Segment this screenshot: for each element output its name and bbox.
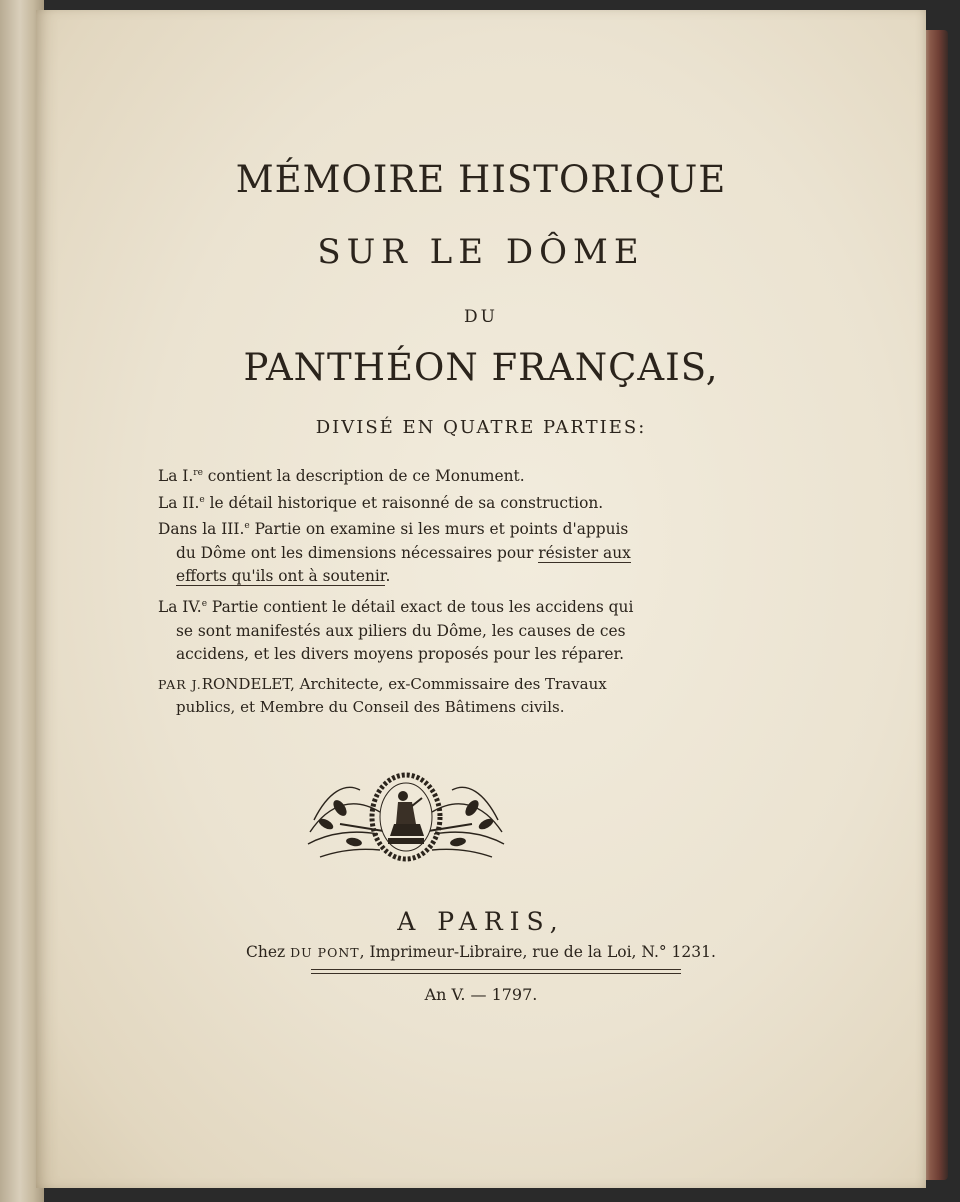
- subtitle: DIVISÉ EN QUATRE PARTIES:: [315, 417, 647, 438]
- part-3-line-2: [158, 542, 693, 566]
- title-line-4: PANTHÉON FRANÇAIS,: [243, 346, 719, 389]
- imprint-address: , Imprimeur-Libraire, rue de la Loi, N.° 1231.: [359, 943, 716, 961]
- imprint-city: A PARIS,: [397, 907, 565, 936]
- part-2: [158, 489, 693, 516]
- double-rule-top: [311, 969, 681, 970]
- part-3-underlined-1: résister aux: [538, 543, 631, 562]
- part-3-text-2: du Dôme ont les dimensions nécessaires pour: [176, 543, 539, 562]
- part-1-label: La I.: [158, 467, 194, 486]
- part-3-text: Partie on examine si les murs et points d'appuis: [249, 520, 629, 539]
- title-line-2: SUR LE DÔME: [317, 232, 645, 272]
- part-4-sup: e: [201, 598, 208, 609]
- part-2-label: La II.: [158, 493, 200, 512]
- part-4-line-3: accidens, et les divers moyens proposés pour les réparer.: [176, 645, 624, 663]
- title-line-1: MÉMOIRE HISTORIQUE: [235, 158, 727, 201]
- author-name: RONDELET: [201, 674, 291, 693]
- part-4-text: Partie contient le détail exact de tous les accidens qui: [207, 598, 634, 616]
- author-line-1: [158, 673, 693, 697]
- part-3-underlined-2: efforts qu'ils ont à soutenir: [176, 567, 386, 586]
- part-3-label: Dans la III.: [158, 520, 245, 539]
- part-3-end: .: [385, 567, 391, 586]
- imprint-chez: Chez: [246, 943, 291, 961]
- part-4: [158, 593, 693, 620]
- part-1: [158, 462, 693, 489]
- part-4-label: La IV.: [158, 598, 202, 616]
- imprint-printer: DU PONT: [290, 945, 360, 960]
- author-line-2: publics, et Membre du Conseil des Bâtimens civils.: [176, 698, 565, 716]
- title-page: [36, 10, 926, 1188]
- author-title: , Architecte, ex-Commissaire des Travaux: [290, 674, 607, 693]
- parts-description: [158, 462, 693, 720]
- part-2-sup: e: [199, 494, 205, 505]
- part-2-text: le détail historique et raisonné de sa construction.: [204, 493, 604, 512]
- wreath-emblem-icon: [300, 762, 512, 872]
- part-1-text: contient la description de ce Monument.: [202, 467, 525, 486]
- double-rule-bottom: [311, 973, 681, 974]
- title-line-3: DU: [464, 307, 498, 327]
- part-3: [158, 515, 693, 542]
- part-3-sup: e: [244, 521, 250, 532]
- author-par: PAR J.: [158, 676, 202, 692]
- part-4-line-2: se sont manifestés aux piliers du Dôme, les causes de ces: [176, 621, 626, 640]
- part-3-line-3: [158, 565, 693, 589]
- imprint-line: [36, 943, 926, 961]
- part-1-sup: re: [193, 468, 203, 478]
- imprint-date: An V. — 1797.: [424, 985, 538, 1004]
